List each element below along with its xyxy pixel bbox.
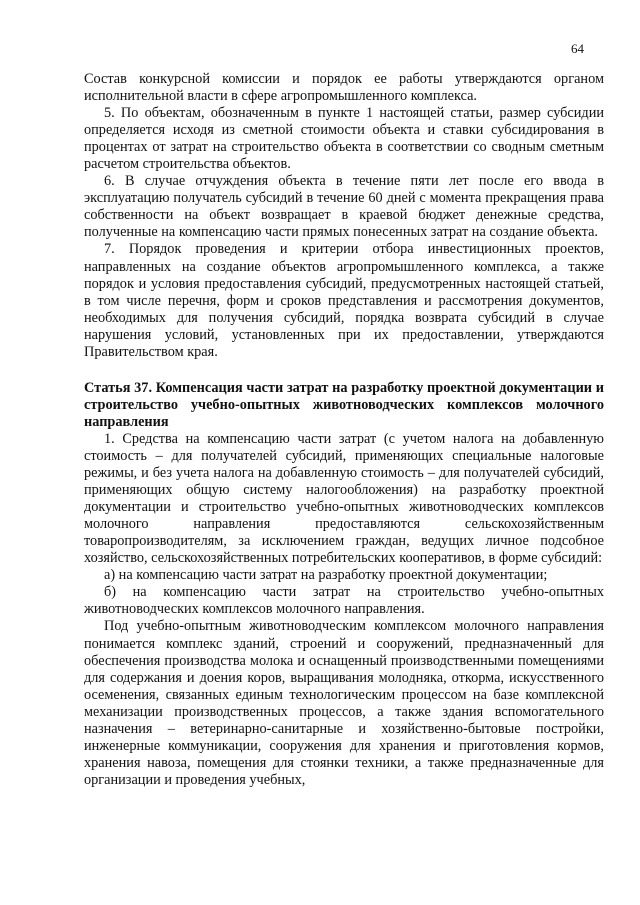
page-number: 64 xyxy=(571,41,584,56)
paragraph: 7. Порядок проведения и критерии отбора инвестиционных проектов, направленных на создание объектов агропромышленного комплекса, а также порядок и условия предоставления субсидий, предусмотренных настоящей статьей, в том числе перечня, форм и сроков представления и рассмотрения документов, необходимых для получения субсидий, порядка возврата субсидий в случае нарушения условий, установленных при их предоставлении, утверждаются Правительством края. xyxy=(84,241,604,360)
paragraph: 5. По объектам, обозначенным в пункте 1 настоящей статьи, размер субсидии определяется исходя из сметной стоимости объекта и ставки субсидирования в процентах от затрат на строительство объекта в соответствии со сводным сметным расчетом строительства объектов. xyxy=(84,105,604,173)
paragraph: Под учебно-опытным животноводческим комплексом молочного направления понимается комплекс зданий, строений и сооружений, предназначенный для обеспечения производства молока и оснащенный производственными помещениями для содержания и доения коров, выращивания молодняка, откорма, искусственного осеменения, связанных единым технологическим процессом на базе комплексной механизации производственных процессов, а также здания вспомогательного назначения – ветеринарно-санитарные и хозяйственно-бытовые постройки, инженерные коммуникации, сооружения для хранения и приготовления кормов, хранения навоза, помещения для стоянки техники, а также предназначенные для организации и проведения учебных, xyxy=(84,618,604,788)
paragraph: а) на компенсацию части затрат на разработку проектной документации; xyxy=(104,567,548,584)
document-body xyxy=(84,71,604,789)
article-heading: Статья 37. Компенсация части затрат на разработку проектной документации и строительство учебно-опытных животноводческих комплексов молочного направления xyxy=(84,379,604,430)
paragraph: 1. Средства на компенсацию части затрат (с учетом налога на добавленную стоимость – для получателей субсидий, применяющих специальные налоговые режимы, и без учета налога на добавленную стоимость – для получателей субсидий, применяющих общую систему налогообложения) на разработку проектной документации и строительство учебно-опытных животноводческих комплексов молочного направления предоставляются сельскохозяйственным товаропроизводителям, за исключением граждан, ведущих личное подсобное хозяйство, сельскохозяйственных потребительских кооперативов, в форме субсидий: xyxy=(84,430,604,567)
paragraph: б) на компенсацию части затрат на строительство учебно-опытных животноводческих комплексов молочного направления. xyxy=(84,584,604,618)
paragraph: 6. В случае отчуждения объекта в течение пяти лет после его ввода в эксплуатацию получатель субсидий в течение 60 дней с момента прекращения права собственности на объект возвращает в краевой бюджет денежные средства, полученные на компенсацию части прямых понесенных затрат на создание объекта. xyxy=(84,173,604,241)
paragraph: Состав конкурсной комиссии и порядок ее работы утверждаются органом исполнительной власти в сфере агропромышленного комплекса. xyxy=(84,71,604,105)
